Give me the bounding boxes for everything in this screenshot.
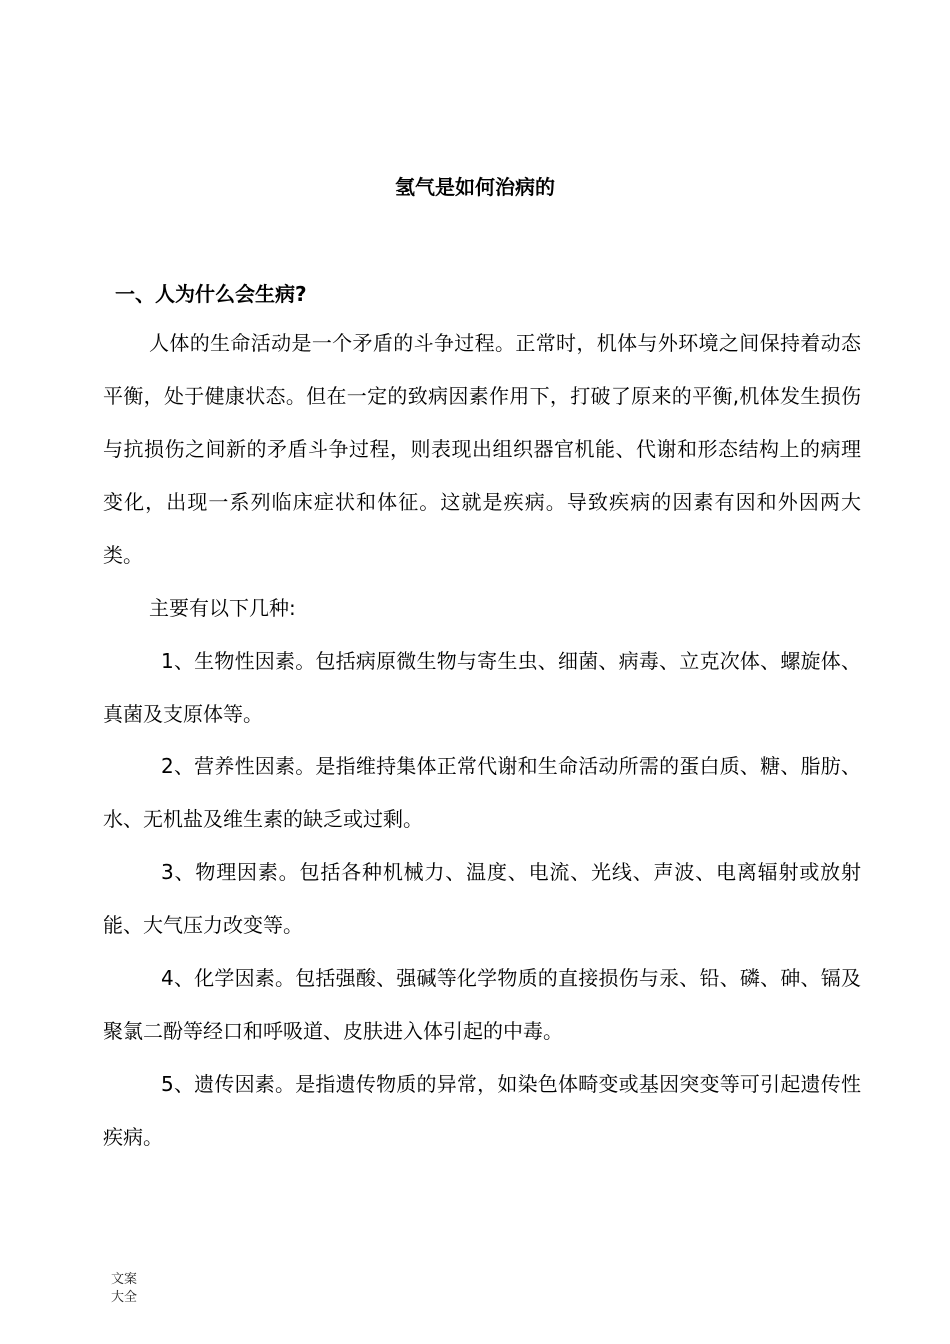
lead-in-paragraph: 主要有以下几种: [149, 596, 296, 620]
intro-paragraph: 人体的生命活动是一个矛盾的斗争过程。正常时，机体与外环境之间保持着动态平衡，处于健康状态。但在一定的致病因素作用下，打破了原来的平衡,机体发生损伤与抗损伤之间新的矛盾斗争过程，则表现出组织器官机能、代谢和形态结构上的病理变化，出现一系列临床症状和体征。这就是疾病。导致疾病的因素有因和外因两大类。 [103, 331, 861, 567]
list-item: 3、物理因素。包括各种机械力、温度、电流、光线、声波、电离辐射或放射能、大气压力改变等。 [103, 860, 861, 937]
section-heading: 一、人为什么会生病? [115, 282, 307, 306]
list-item: 1、生物性因素。包括病原微生物与寄生虫、细菌、病毒、立克次体、螺旋体、真菌及支原体等。 [103, 649, 861, 726]
footer-text: 文案大全 [111, 1272, 138, 1305]
list-item: 5、遗传因素。是指遗传物质的异常，如染色体畸变或基因突变等可引起遗传性疾病。 [103, 1072, 861, 1149]
list-item: 4、化学因素。包括强酸、强碱等化学物质的直接损伤与汞、铅、磷、砷、镉及聚氯二酚等经口和呼吸道、皮肤进入体引起的中毒。 [103, 966, 861, 1043]
list-item: 2、营养性因素。是指维持集体正常代谢和生命活动所需的蛋白质、糖、脂肪、水、无机盐及维生素的缺乏或过剩。 [103, 754, 861, 831]
document-title: 氢气是如何治病的 [395, 175, 555, 199]
